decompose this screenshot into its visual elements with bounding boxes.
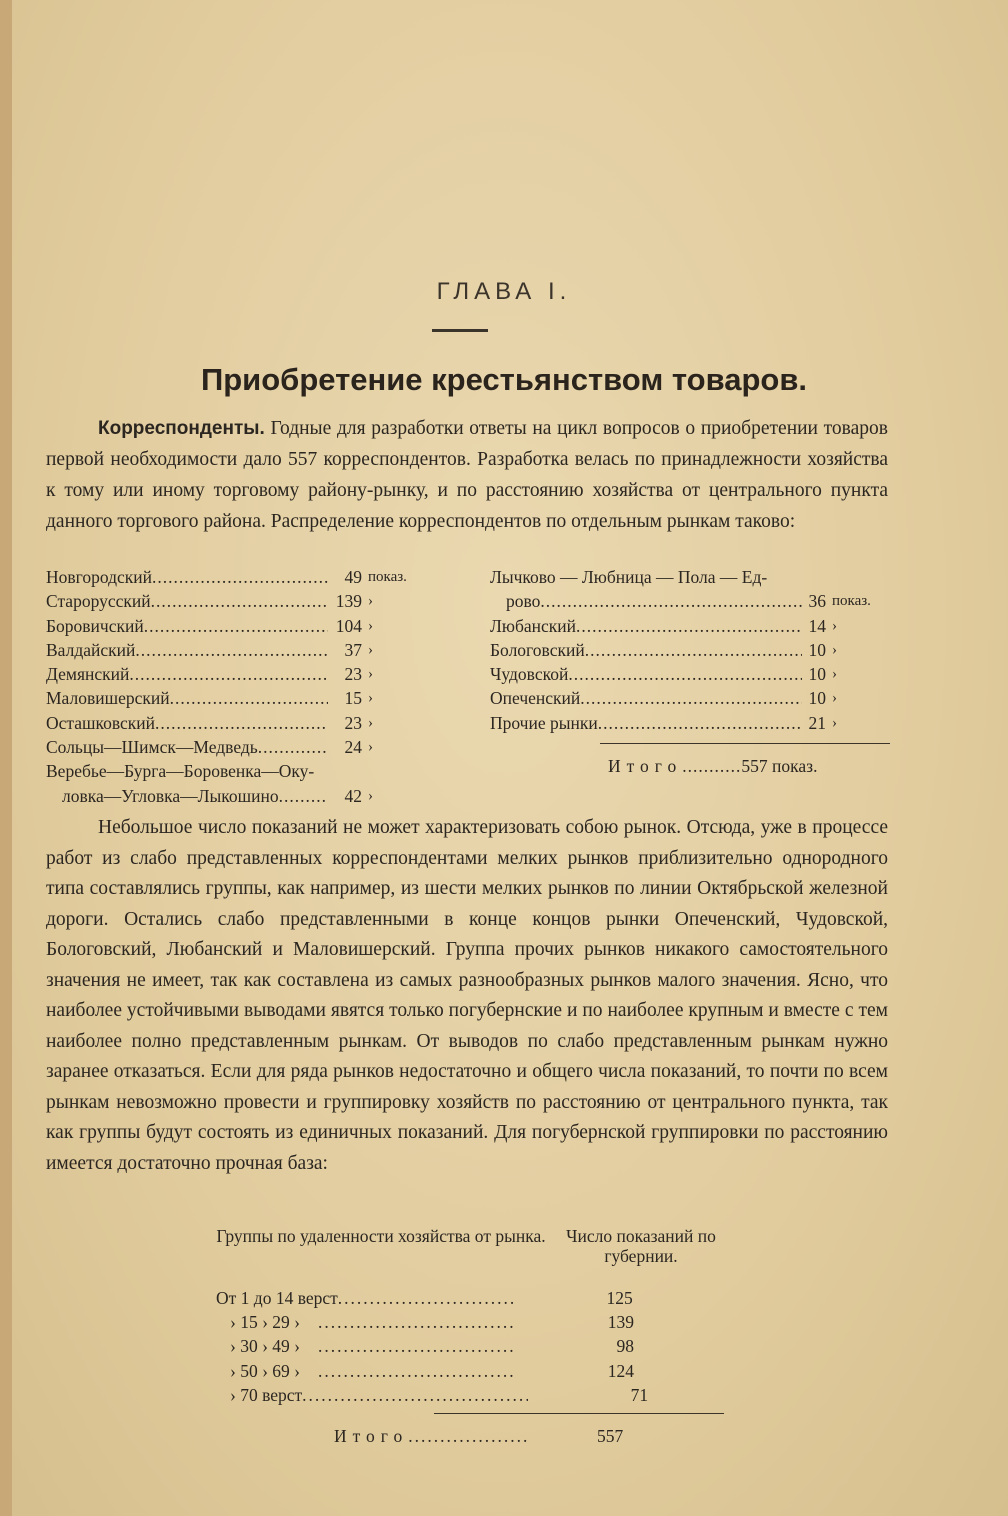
table-total-row: Итого ..... 557 <box>216 1424 736 1448</box>
list-item: Опеченский ..... 10 › <box>490 686 890 710</box>
list-item: Демянский ..... 23 › <box>46 662 426 686</box>
list-item: Валдайский ..... 37 › <box>46 638 426 662</box>
table-row: › 70 верст ..... 71 <box>216 1383 736 1407</box>
markets-total-row: Итого ........... 557 показ. <box>490 754 890 778</box>
markets-list-left <box>46 565 426 808</box>
list-item: Новгородский ..... 49 показ. <box>46 565 426 589</box>
intro-lead: Корреспонденты. <box>98 418 265 439</box>
page-edge <box>0 0 12 1516</box>
column-header-distance: Группы по удаленности хозяйства от рынка. <box>216 1226 546 1246</box>
table-row: › 15 › 29 › ..... 139 <box>216 1310 736 1334</box>
body-paragraph: Небольшое число показаний не может характеризовать собою рынок. Отсюда, уже в процессе работ из слабо представленных корреспондентами мелких рынков приблизительно однородного типа составлялись группы, как например, из шести мелких рынков по линии Октябрьской железной дороги. Остались слабо представленными в конце концов рынки Опеченский, Чудовской, Бологовский, Любанский и Маловишерский. Группа прочих рынков никакого самостоятельного значения не имеет, так как составлена из самых разнообразных рынков малого значения. Ясно, что наиболее устойчивыми выводами явятся только погубернские и по наиболее крупным и вместе с тем наиболее полно представленным рынкам. От выводов по слабо представленным рынкам нужно заранее отказаться. Если для ряда рынков недостаточно и общего числа показаний, то почти по всем рынкам невозможно провести и группировку хозяйств по расстоянию от центрального пункта, так как группы будут состоять из единичных показаний. Для погубернской группировки по расстоянию имеется достаточно прочная база: <box>46 817 888 1174</box>
list-item: Чудовской ..... 10 › <box>490 662 890 686</box>
list-item: Прочие рынки ..... 21 › <box>490 711 890 735</box>
distance-table <box>216 1226 736 1448</box>
list-item: Осташковский ..... 23 › <box>46 711 426 735</box>
list-item: ловка—Угловка—Лыкошино ..... 42 › <box>46 784 426 808</box>
list-item: Любанский ..... 14 › <box>490 614 890 638</box>
list-item: Старорусский ..... 139 › <box>46 589 426 613</box>
list-item: Бологовский ..... 10 › <box>490 638 890 662</box>
total-value: 557 показ. <box>741 756 818 777</box>
table-row: › 50 › 69 › ..... 124 <box>216 1359 736 1383</box>
total-rule <box>600 743 890 744</box>
heading-rule <box>432 329 488 332</box>
table-row: › 30 › 49 › ..... 98 <box>216 1334 736 1358</box>
table-total-rule <box>434 1413 724 1414</box>
list-item: Сольцы—Шимск—Медведь ..... 24 › <box>46 735 426 759</box>
intro-paragraph <box>46 413 888 537</box>
total-label: Итого <box>608 756 683 777</box>
chapter-title: Приобретение крестьянством товаров. <box>200 362 808 397</box>
table-row: От 1 до 14 верст ..... 125 <box>216 1286 736 1310</box>
chapter-heading: ГЛАВА I. <box>436 278 572 305</box>
column-header-count: Число показаний по губернии. <box>566 1226 716 1266</box>
list-item: Маловишерский ..... 15 › <box>46 686 426 710</box>
table-header <box>216 1226 736 1266</box>
list-item: рово ..... 36 показ. <box>490 589 890 613</box>
intro-text: Годные для разработки ответы на цикл вопросов о приобретении товаров первой необходимости дало 557 корреспондентов. Разработка велась по принадлежности хозяйства к тому или иному торговому району-рынку, и по расстоянию хозяйства от центрального пункта данного торгового района. Распределение корреспондентов по отдельным рынкам таково: <box>46 418 888 532</box>
markets-list-right <box>490 565 890 778</box>
list-item: Боровичский ..... 104 › <box>46 614 426 638</box>
list-item-line1: Лычково — Любница — Пола — Ед- <box>490 567 768 587</box>
list-item-line1: Веребье—Бурга—Боровенка—Оку- <box>46 761 315 782</box>
